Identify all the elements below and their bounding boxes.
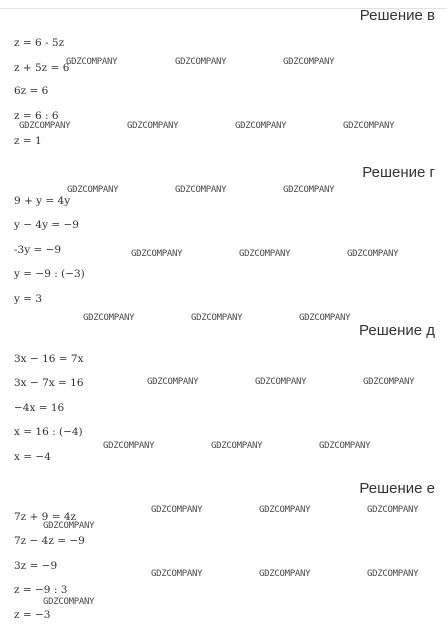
watermark-text: GDZCOMPANY xyxy=(43,521,95,531)
equation-line: -3y = −9 xyxy=(14,244,62,256)
equation-line: x = −4 xyxy=(14,451,51,463)
equation-line: 7z + 9 = 4z xyxy=(14,511,77,523)
equation-line: 9 + y = 4y xyxy=(14,195,71,207)
watermark-text: GDZCOMPANY xyxy=(255,377,307,387)
watermark-text: GDZCOMPANY xyxy=(299,313,351,323)
watermark-text: GDZCOMPANY xyxy=(151,505,203,515)
watermark-text: GDZCOMPANY xyxy=(283,57,335,67)
equation-line: 7z − 4z = −9 xyxy=(14,535,85,547)
equation-line: z + 5z = 6 xyxy=(14,62,70,74)
equation-line: 6z = 6 xyxy=(14,85,49,97)
watermark-text: GDZCOMPANY xyxy=(175,185,227,195)
watermark-text: GDZCOMPANY xyxy=(131,249,183,259)
equation-line: −4x = 16 xyxy=(14,402,65,414)
watermark-text: GDZCOMPANY xyxy=(235,121,287,131)
watermark-text: GDZCOMPANY xyxy=(347,249,399,259)
watermark-text: GDZCOMPANY xyxy=(259,569,311,579)
watermark-text: GDZCOMPANY xyxy=(191,313,243,323)
watermark-text: GDZCOMPANY xyxy=(147,377,199,387)
watermark-text: GDZCOMPANY xyxy=(211,441,263,451)
equation-line: x = 16 : (−4) xyxy=(14,426,83,438)
watermark-text: GDZCOMPANY xyxy=(283,185,335,195)
equation-line: z = −9 : 3 xyxy=(14,584,68,596)
equation-line: y = −9 : (−3) xyxy=(14,268,85,280)
equation-line: y = 3 xyxy=(14,293,43,305)
watermark-text: GDZCOMPANY xyxy=(367,505,419,515)
watermark-text: GDZCOMPANY xyxy=(367,569,419,579)
watermark-text: GDZCOMPANY xyxy=(259,505,311,515)
watermark-text: GDZCOMPANY xyxy=(343,121,395,131)
equation-line: z = 6 - 5z xyxy=(14,37,65,49)
equation-line: z = −3 xyxy=(14,609,51,621)
watermark-text: GDZCOMPANY xyxy=(43,597,95,607)
watermark-text: GDZCOMPANY xyxy=(66,57,118,67)
equation-line: 3x − 16 = 7x xyxy=(14,353,84,365)
solution-heading-d: Решение д xyxy=(359,322,435,339)
watermark-text: GDZCOMPANY xyxy=(67,185,119,195)
equation-line: 3z = −9 xyxy=(14,560,58,572)
solution-heading-g: Решение г xyxy=(362,164,435,181)
watermark-text: GDZCOMPANY xyxy=(319,441,371,451)
equation-line: y − 4y = −9 xyxy=(14,219,79,231)
watermark-text: GDZCOMPANY xyxy=(239,249,291,259)
watermark-text: GDZCOMPANY xyxy=(363,377,415,387)
solution-heading-v: Решение в xyxy=(359,7,435,24)
equation-line: z = 6 : 6 xyxy=(14,110,59,122)
equation-line: 3x − 7x = 16 xyxy=(14,377,84,389)
solution-heading-e: Решение е xyxy=(359,480,435,497)
watermark-text: GDZCOMPANY xyxy=(151,569,203,579)
equation-line: z = 1 xyxy=(14,135,42,147)
watermark-text: GDZCOMPANY xyxy=(175,57,227,67)
watermark-text: GDZCOMPANY xyxy=(19,121,71,131)
watermark-text: GDZCOMPANY xyxy=(127,121,179,131)
watermark-text: GDZCOMPANY xyxy=(103,441,155,451)
watermark-text: GDZCOMPANY xyxy=(83,313,135,323)
